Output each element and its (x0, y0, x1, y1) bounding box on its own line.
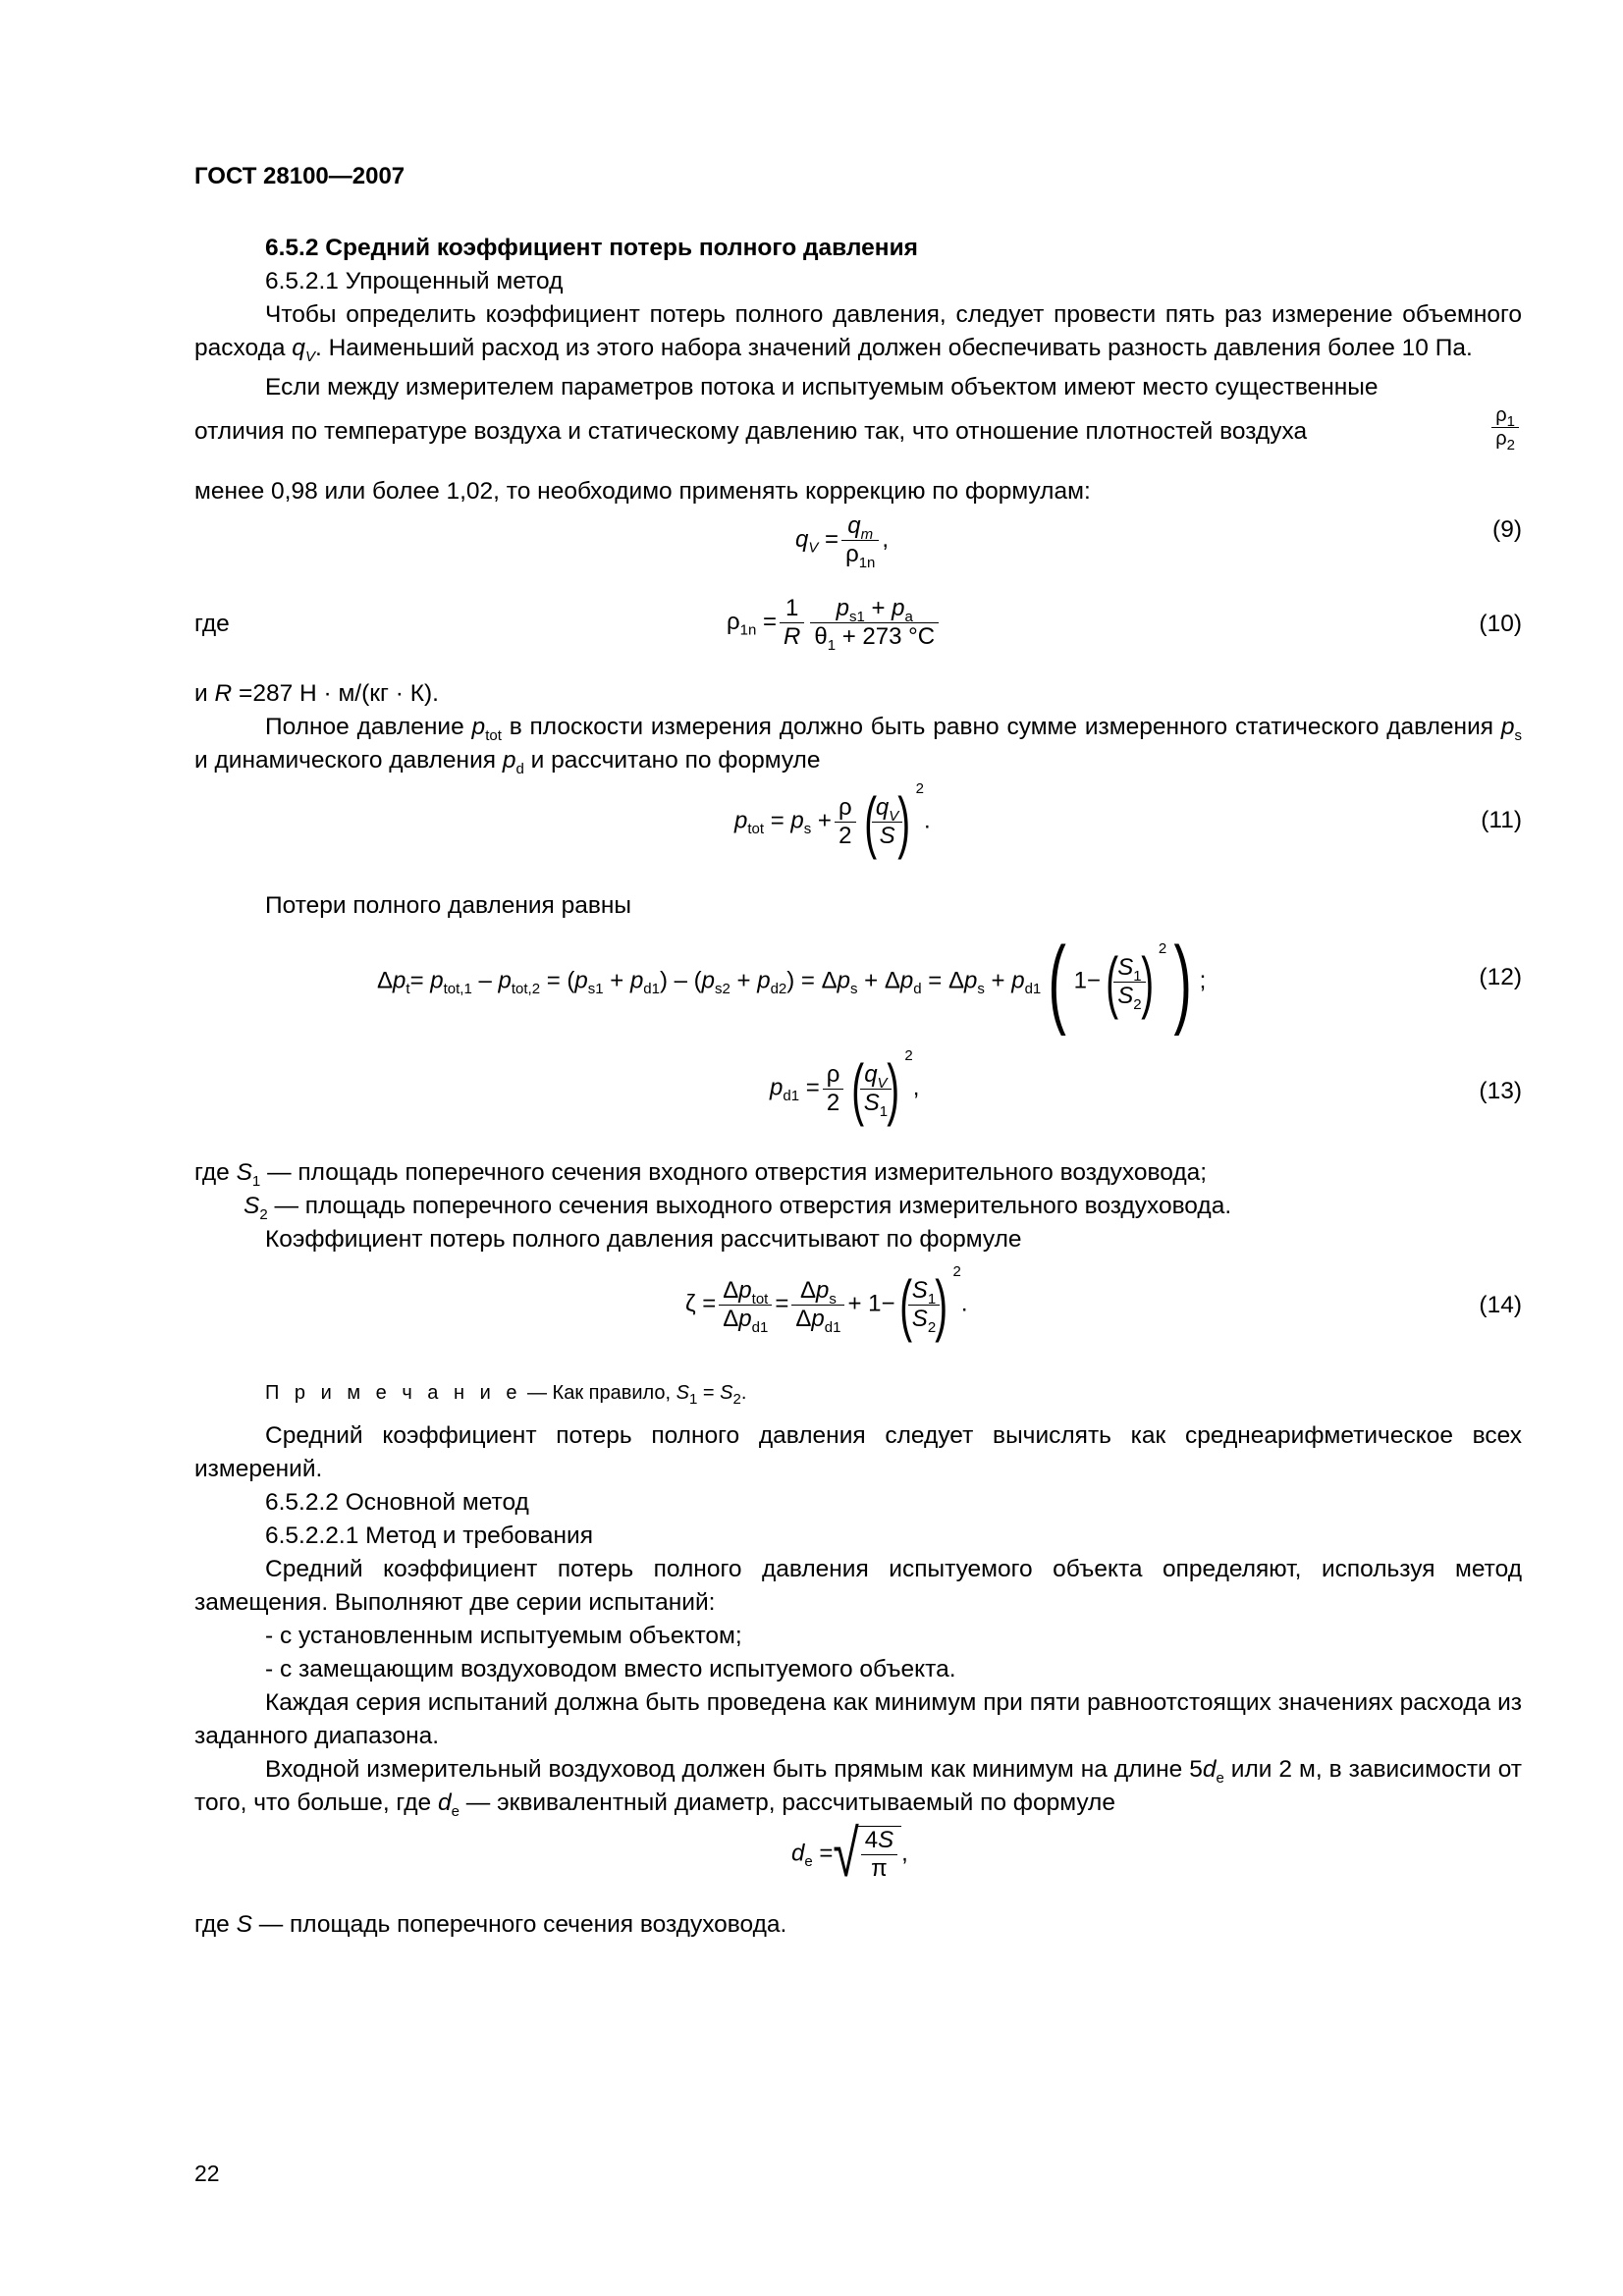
list-item: - с установленным испытуемым объектом; (265, 1623, 742, 1649)
formula: $p_{d1}$ = $\frac{\rho}{2}$ ( $\frac{q_V}{S_1}$ ) $^2$, (770, 1047, 920, 1127)
subsection-title: 6.5.2.1 Упрощенный метод (265, 268, 564, 294)
equation-11 (194, 777, 1522, 880)
formula: $q_V$ = $\frac{q_m}{\rho_{1n}}$ , (795, 512, 890, 571)
equation-equivalent-diameter (194, 1817, 1522, 1908)
subsection-title: 6.5.2.2 Основной метод (265, 1489, 529, 1516)
equation-number: (12) (1479, 964, 1522, 990)
density-ratio: $\frac{\rho_1}{\rho_2}$ (1491, 404, 1519, 451)
paragraph-text: отличия по температуре воздуха и статическому давлению так, что отношение плотностей воздуха (194, 418, 1308, 445)
paragraph: Входной измерительный воздуховод должен быть прямым как минимум на длине $5d_e$ или 2 м, в зависимости от того, что больше, где $d_e$ — эквивалентный диаметр, рассчитываемый по формуле (194, 1756, 1523, 1820)
paragraph: Если между измерителем параметров потока и испытуемым объектом имеют место существенные (265, 374, 1379, 400)
definition-s2: $S_2$ — площадь поперечного сечения выходного отверстия измерительного воздуховода. (243, 1193, 1232, 1223)
paragraph: Чтобы определить коэффициент потерь полного давления, следует провести пять раз измерение объемного расхода $q_V$. Наименьший расход из этого набора значений должен обеспечивать разность давления более 10 Па. (194, 301, 1522, 365)
where-label: где (194, 611, 230, 637)
paragraph: менее 0,98 или более 1,02, то необходимо применять коррекцию по формулам: (194, 478, 1091, 505)
equation-number: (14) (1479, 1292, 1522, 1318)
formula: ζ = $\frac{\Delta p_{tot}}{\Delta p_{d1}}$ = $\frac{\Delta p_s}{\Delta p_{d1}}$ + 1−( $\frac{S_1}{S_2}$ ) $^2$. (685, 1263, 968, 1343)
equation-number: (11) (1481, 807, 1522, 833)
r-constant-line: и R =287 Н · м/(кг · К). (194, 680, 439, 707)
equation-number: (10) (1479, 611, 1522, 637)
section-body (194, 232, 1522, 1942)
section-title: 6.5.2 Средний коэффициент потерь полного давления (265, 235, 918, 261)
paragraph: Коэффициент потерь полного давления рассчитывают по формуле (265, 1226, 1022, 1253)
equation-12 (194, 923, 1522, 1048)
paragraph: Средний коэффициент потерь полного давления испытуемого объекта определяют, используя метод замещения. Выполняют две серии испытаний: (194, 1556, 1522, 1616)
formula: $p_{tot} = p_s$ + $\frac{\rho}{2}$ ( $\frac{q_V}{S}$ ) $^2$. (734, 780, 931, 860)
formula: $\rho_{1n}$ = $\frac{1}{R}$ $\frac{p_{s1} + p_a}{\theta_1 + 273 ^\circ C}$ (727, 595, 942, 651)
paragraph: Полное давление $p_{tot}$ в плоскости измерения должно быть равно сумме измеренного статического давления $p_s$ и динамического давления $p_d$ и рассчитано по формуле (194, 714, 1522, 777)
formula: $d_e$ =√ $\frac{4S}{\pi}$ , (791, 1817, 908, 1892)
paragraph: Средний коэффициент потерь полного давления следует вычислять как среднеарифметическое всех измерений. (194, 1422, 1522, 1482)
equation-13 (194, 1048, 1522, 1156)
document-page (194, 0, 1522, 2296)
list-item: - с замещающим воздуховодом вместо испытуемого объекта. (265, 1656, 956, 1682)
note: П р и м е ч а н и е — Как правило, $S_1 = S_2$. (265, 1382, 747, 1408)
equation-number: (13) (1479, 1078, 1522, 1104)
document-header: ГОСТ 28100—2007 (194, 163, 406, 189)
paragraph-with-ratio (194, 404, 1522, 455)
paragraph: Каждая серия испытаний должна быть проведена как минимум при пяти равноотстоящих значениях расхода из заданного диапазона. (194, 1689, 1522, 1749)
paragraph: Потери полного давления равны (265, 892, 632, 919)
formula: $\Delta p_t= p_{tot,1} - p_{tot,2} = (p_{s1} + p_{d1}) - (p_{s2} + p_{d2}) = \Delta p_s + \Delta p_d = \Delta p_s + p_{d1}$( 1−( $\frac{S_1}{S_2}$ ) $^2$) ; (377, 927, 1207, 1037)
equation-9 (194, 508, 1522, 589)
definition-s: где S — площадь поперечного сечения воздуховода. (194, 1911, 787, 1938)
equation-number: (9) (1492, 516, 1522, 543)
equation-14 (194, 1256, 1522, 1372)
equation-10 (194, 589, 1522, 671)
page-number: 22 (194, 2161, 220, 2186)
subsection-title: 6.5.2.2.1 Метод и требования (265, 1522, 593, 1549)
definition-s1: где $S_1$ — площадь поперечного сечения входного отверстия измерительного воздуховода; (194, 1159, 1208, 1190)
